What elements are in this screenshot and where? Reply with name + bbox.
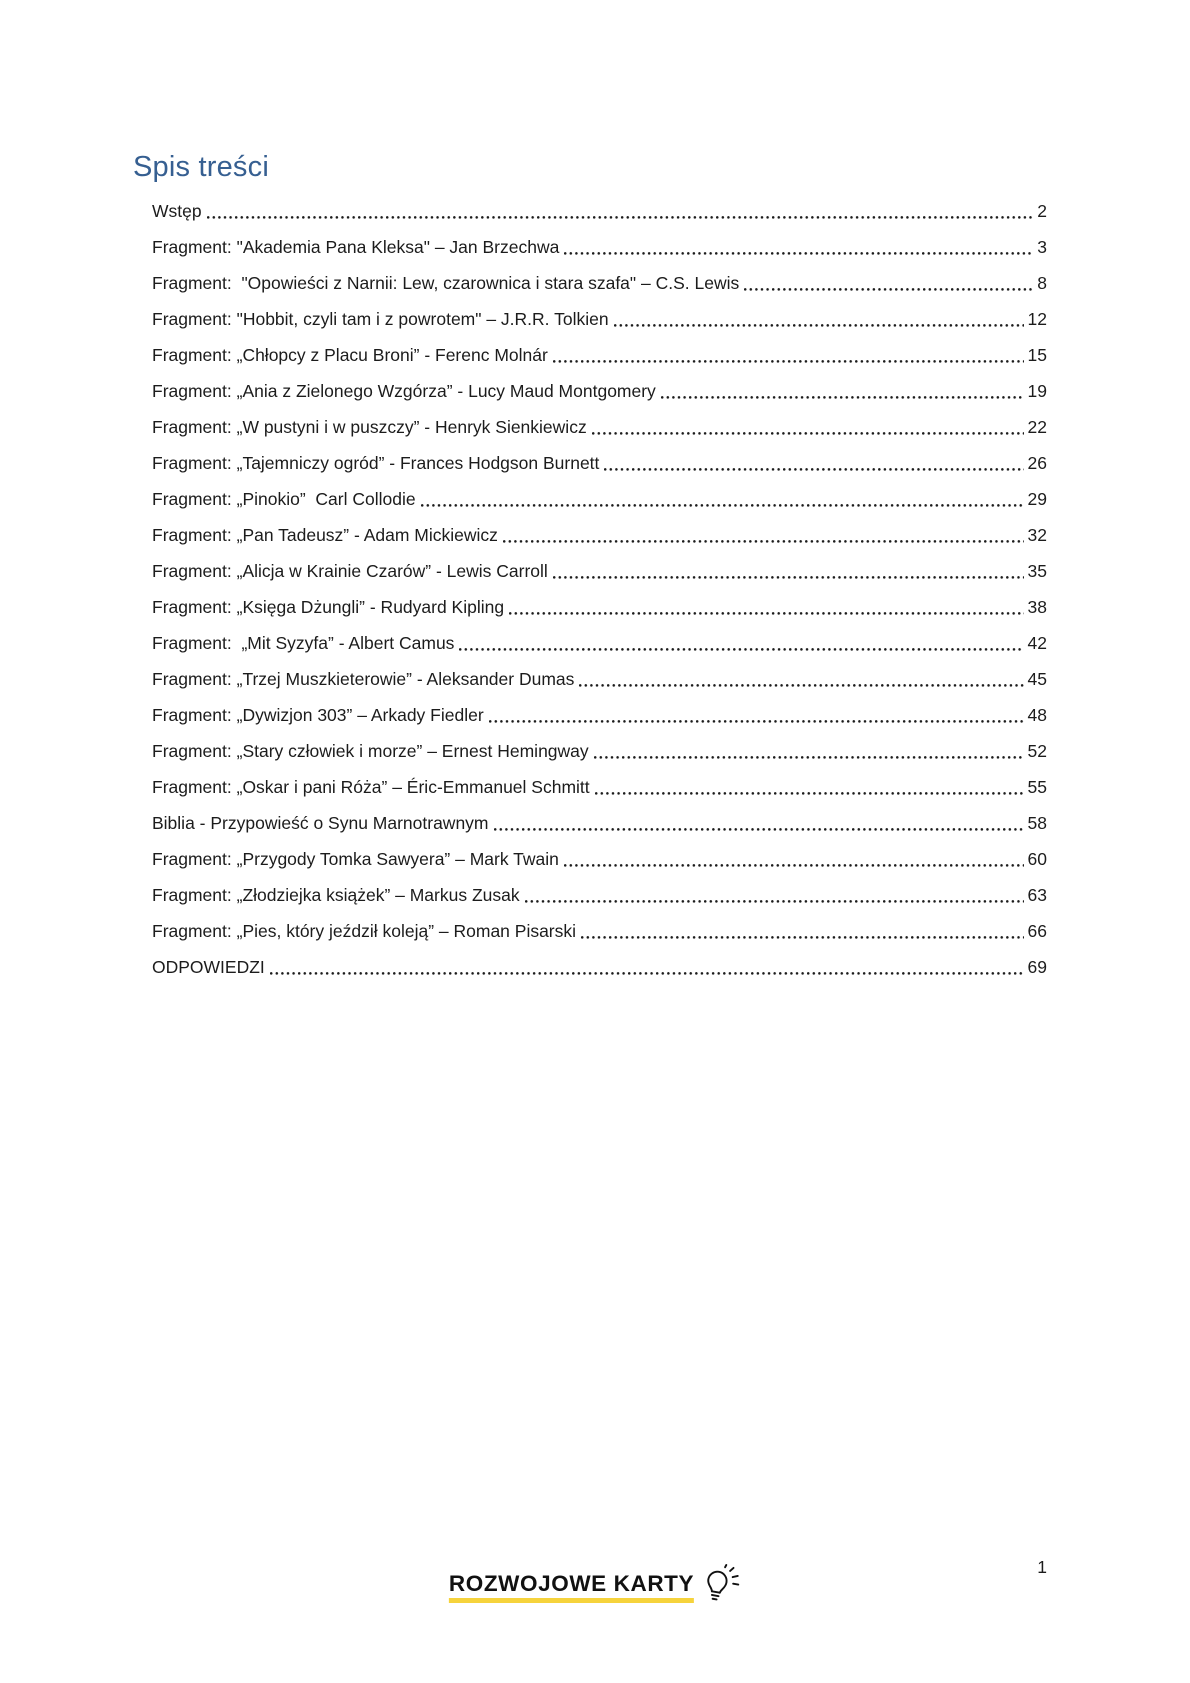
page-number: 1 — [1037, 1557, 1047, 1577]
toc-entry[interactable] — [152, 524, 1047, 547]
lightbulb-icon — [697, 1559, 745, 1614]
toc-entry-page: 55 — [1027, 776, 1047, 797]
brand-logo — [449, 1570, 741, 1611]
toc-entry[interactable] — [152, 884, 1047, 907]
toc-entry-page: 60 — [1027, 848, 1047, 869]
toc-entry-page: 12 — [1027, 308, 1047, 329]
toc-entry-page: 42 — [1027, 632, 1047, 653]
toc-entry-label: Fragment: „W pustyni i w puszczy” - Henryk Sienkiewicz — [152, 416, 587, 437]
toc-entry-page: 58 — [1027, 812, 1047, 833]
toc-entry-label: Fragment: „Stary człowiek i morze” – Ernest Hemingway — [152, 740, 589, 761]
toc-entry[interactable] — [152, 740, 1047, 763]
toc-leader-dots — [594, 756, 1024, 759]
toc-leader-dots — [553, 576, 1024, 579]
toc-entry-label: Wstęp — [152, 200, 202, 221]
toc-leader-dots — [270, 972, 1024, 975]
page-title: Spis treści — [133, 151, 269, 183]
toc-entry-label: Fragment: „Księga Dżungli” - Rudyard Kipling — [152, 596, 505, 617]
toc-entry-label: Fragment: „Chłopcy z Placu Broni” - Ferenc Molnár — [152, 344, 548, 365]
toc-entry-label: Fragment: „Pies, który jeździł koleją” – Roman Pisarski — [152, 920, 577, 941]
toc-entry[interactable] — [152, 668, 1047, 691]
toc-entry[interactable] — [152, 236, 1047, 259]
toc-leader-dots — [564, 864, 1024, 867]
toc-entry[interactable] — [152, 848, 1047, 871]
toc-entry-page: 26 — [1027, 452, 1047, 473]
toc-entry-label: Fragment: „Mit Syzyfa” - Albert Camus — [152, 632, 455, 653]
toc-leader-dots — [564, 252, 1033, 255]
toc-leader-dots — [592, 432, 1024, 435]
toc-entry-label: Fragment: „Przygody Tomka Sawyera” – Mark Twain — [152, 848, 559, 869]
toc-entry-page: 35 — [1027, 560, 1047, 581]
toc-entry-label: Fragment: „Pan Tadeusz” - Adam Mickiewicz — [152, 524, 498, 545]
toc-entry-label: Fragment: "Akademia Pana Kleksa" – Jan Brzechwa — [152, 236, 560, 257]
toc-leader-dots — [207, 216, 1034, 219]
toc-leader-dots — [661, 396, 1024, 399]
table-of-contents — [133, 200, 1047, 979]
toc-entry-label: Fragment: "Opowieści z Narnii: Lew, czarownica i stara szafa" – C.S. Lewis — [152, 272, 740, 293]
toc-leader-dots — [581, 936, 1024, 939]
toc-entry[interactable] — [152, 596, 1047, 619]
toc-entry-page: 15 — [1027, 344, 1047, 365]
toc-leader-dots — [744, 288, 1033, 291]
toc-entry-label: Fragment: "Hobbit, czyli tam i z powrotem" – J.R.R. Tolkien — [152, 308, 609, 329]
toc-entry-page: 45 — [1027, 668, 1047, 689]
toc-entry-label: Fragment: „Pinokio” Carl Collodie — [152, 488, 416, 509]
toc-entry-page: 48 — [1027, 704, 1047, 725]
toc-entry-page: 63 — [1027, 884, 1047, 905]
toc-entry[interactable] — [152, 488, 1047, 511]
toc-entry-page: 19 — [1027, 380, 1047, 401]
toc-entry-label: Fragment: „Dywizjon 303” – Arkady Fiedler — [152, 704, 484, 725]
toc-entry[interactable] — [152, 812, 1047, 835]
toc-entry-page: 8 — [1037, 272, 1047, 293]
toc-entry[interactable] — [152, 416, 1047, 439]
toc-leader-dots — [489, 720, 1024, 723]
toc-entry-page: 29 — [1027, 488, 1047, 509]
toc-leader-dots — [494, 828, 1024, 831]
toc-entry[interactable] — [152, 920, 1047, 943]
toc-entry-label: Fragment: „Oskar i pani Róża” – Éric-Emmanuel Schmitt — [152, 776, 590, 797]
toc-entry[interactable] — [152, 632, 1047, 655]
toc-entry-page: 38 — [1027, 596, 1047, 617]
toc-section — [133, 150, 1047, 992]
brand-name: ROZWOJOWE KARTY — [449, 1570, 694, 1603]
toc-entry[interactable] — [152, 956, 1047, 979]
toc-entry[interactable] — [152, 704, 1047, 727]
toc-leader-dots — [595, 792, 1024, 795]
toc-entry[interactable] — [152, 272, 1047, 295]
toc-entry[interactable] — [152, 200, 1047, 223]
toc-entry-page: 66 — [1027, 920, 1047, 941]
toc-entry-page: 69 — [1027, 956, 1047, 977]
toc-entry-page: 3 — [1037, 236, 1047, 257]
toc-entry[interactable] — [152, 560, 1047, 583]
toc-entry[interactable] — [152, 380, 1047, 403]
toc-leader-dots — [459, 648, 1023, 651]
toc-entry[interactable] — [152, 452, 1047, 475]
toc-entry-label: Fragment: „Ania z Zielonego Wzgórza” - Lucy Maud Montgomery — [152, 380, 656, 401]
toc-entry-page: 22 — [1027, 416, 1047, 437]
toc-entry-page: 32 — [1027, 524, 1047, 545]
toc-leader-dots — [604, 468, 1023, 471]
toc-entry-label: Fragment: „Złodziejka książek” – Markus Zusak — [152, 884, 520, 905]
toc-leader-dots — [525, 900, 1024, 903]
toc-leader-dots — [579, 684, 1023, 687]
toc-entry[interactable] — [152, 776, 1047, 799]
toc-entry-label: ODPOWIEDZI — [152, 956, 265, 977]
toc-leader-dots — [503, 540, 1024, 543]
toc-entry-page: 52 — [1027, 740, 1047, 761]
toc-entry-label: Fragment: „Tajemniczy ogród” - Frances Hodgson Burnett — [152, 452, 600, 473]
toc-leader-dots — [421, 504, 1024, 507]
toc-entry-page: 2 — [1037, 200, 1047, 221]
toc-entry[interactable] — [152, 344, 1047, 367]
toc-leader-dots — [553, 360, 1024, 363]
toc-entry-label: Fragment: „Trzej Muszkieterowie” - Aleksander Dumas — [152, 668, 575, 689]
toc-entry-label: Fragment: „Alicja w Krainie Czarów” - Lewis Carroll — [152, 560, 548, 581]
toc-leader-dots — [614, 324, 1024, 327]
toc-entry-label: Biblia - Przypowieść o Synu Marnotrawnym — [152, 812, 489, 833]
toc-entry[interactable] — [152, 308, 1047, 331]
toc-leader-dots — [509, 612, 1023, 615]
